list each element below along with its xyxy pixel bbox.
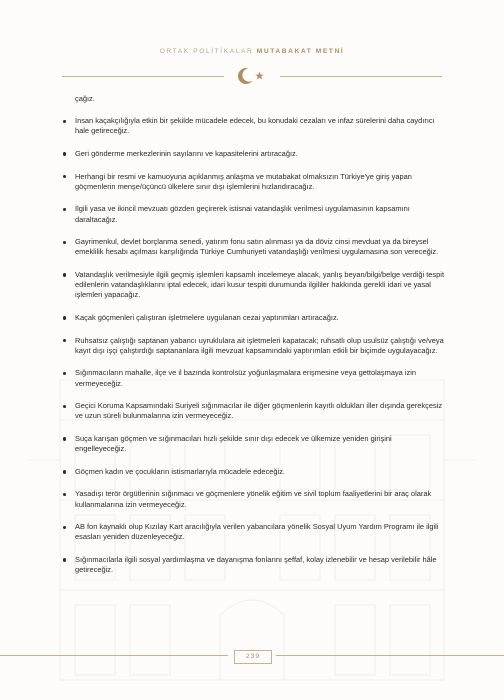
list-item <box>62 434 444 454</box>
page-number: 239 <box>234 650 272 664</box>
list-item <box>62 172 444 192</box>
document-header <box>0 48 504 55</box>
list-item-text: Geri gönderme merkezlerinin sayılarını ve kapasitelerini artıracağız. <box>75 149 298 158</box>
list-item <box>62 149 444 159</box>
header-section-title: MUTABAKAT METNİ <box>256 48 345 55</box>
bullet-icon <box>63 470 66 473</box>
list-item-text: Geçici Koruma Kapsamındaki Suriyeli sığınmacılar ile diğer göçmenlerin kayıtlı oldukları iller dışında gerekçesiz ve uzun süreli bulunmalarına izin vermeyeceğiz. <box>75 401 443 421</box>
list-item <box>62 467 444 477</box>
header-divider-left <box>62 76 224 77</box>
continued-text: çağız. <box>75 94 95 103</box>
list-item-text: Gayrimenkul, devlet borçlanma senedi, yatırım fonu satın alınması ya da döviz cinsi mevduat ya da bireysel emeklilik hesabı açılması karşılığında Türkiye Cumhuriyeti vatandaşlığı verilmesi uygulamasına son vereceğiz. <box>75 237 439 257</box>
list-item-text: Sığınmacıların mahalle, ilçe ve il bazında kontrolsüz yoğunlaşmalara erişmesine veya gettolaşmaya izin vermeyeceğiz. <box>75 368 417 388</box>
bullet-icon <box>63 405 66 408</box>
list-item <box>62 555 444 575</box>
list-item <box>62 401 444 421</box>
list-item-text: Sığınmacılarla ilgili sosyal yardımlaşma ve dayanışma fonlarını şeffaf, kolay izlenebilir ve hesap verilebilir hâle getireceğiz. <box>75 554 437 575</box>
list-item-text: İnsan kaçakçılığıyla etkin bir şekilde mücadele edecek, bu konudaki cezaları ve infaz sürelerini daha caydırıcı hale getireceğiz. <box>75 116 435 136</box>
list-item-text: Herhangi bir resmi ve kamuoyuna açıklanmış anlaşma ve mutabakat olmaksızın Türkiye'ye giriş yapan göçmenlerin menşe/üçüncü ülkelere sınır dışı işlemlerini hızlandıracağız. <box>75 171 412 191</box>
bullet-icon <box>63 208 66 211</box>
footer-divider-left <box>0 655 228 656</box>
list-item <box>62 313 444 323</box>
bullet-icon <box>63 316 66 319</box>
list-item <box>62 270 444 301</box>
bullet-icon <box>63 437 66 440</box>
bullet-icon <box>63 152 66 155</box>
bullet-icon <box>63 339 66 342</box>
bullet-icon <box>63 558 66 561</box>
list-item-text: Göçmen kadın ve çocukların istismarlarıyla mücadele edeceğiz. <box>75 466 285 476</box>
list-item <box>62 116 444 136</box>
bullet-icon <box>63 526 66 529</box>
body-text <box>62 94 444 588</box>
bullet-icon <box>63 273 66 276</box>
list-item <box>62 368 444 388</box>
list-item-text: Ruhsatsız çalıştığı saptanan yabancı uyruklulara ait işletmeleri kapatacak; ruhsatlı olup usulsüz çalıştığı ve/veya kayıt dışı işçi çalıştırdığı saptananlara ilgili mevzuat kapsamındaki yaptırımları etkili bir biçimde uygulayacağız. <box>75 335 444 355</box>
list-item <box>62 204 444 224</box>
list-item-text: İlgili yasa ve ikincil mevzuatı gözden geçirerek istisnai vatandaşlık verilmesi uygulamasının kapsamını daraltacağız. <box>75 204 410 224</box>
header-section-label: ORTAK POLİTİKALAR <box>159 48 254 55</box>
bullet-icon <box>63 241 66 244</box>
bullet-icon <box>63 372 66 375</box>
list-item-text: Kaçak göçmenleri çalıştıran işletmelere uygulanan cezai yaptırımları artıracağız. <box>75 312 339 322</box>
list-item-text: AB fon kaynaklı olup Kızılay Kart aracılığıyla verilen yabancılara yönelik Sosyal Uyum Yardım Programı ile ilgili esasları yeniden düzenleyeceğiz. <box>75 522 439 542</box>
list-item <box>62 489 444 509</box>
crescent-star-icon <box>232 64 272 88</box>
list-item <box>62 237 444 257</box>
list-item-text: Yasadışı terör örgütlerinin sığınmacı ve göçmenlere yönelik eğitim ve sivil toplum faaliyetlerini bir araç olarak kullanmalarına izin vermeyeceğiz. <box>75 489 432 509</box>
list-item-text: Suça karışan göçmen ve sığınmacıları hızlı şekilde sınır dışı edecek ve ülkemize yeniden girişini engelleyeceğiz. <box>75 433 392 454</box>
list-item <box>62 336 444 356</box>
footer-divider-right <box>276 655 504 656</box>
bullet-icon <box>63 175 66 178</box>
list-item <box>62 522 444 542</box>
list-item-text: Vatandaşlık verilmesiyle ilgili geçmiş işlemleri kapsamlı incelemeye alacak, yanlış beyan/bilgi/belge verdiği tespit edilenlerin vatandaşlıklarını iptal edecek, idari kusur tespiti durumunda ilgililer hakkında gerekli idari ve yasal işlemleri yapacağız. <box>75 269 445 300</box>
bullet-icon <box>63 493 66 496</box>
bullet-icon <box>63 120 66 123</box>
header-divider-right <box>280 76 442 77</box>
